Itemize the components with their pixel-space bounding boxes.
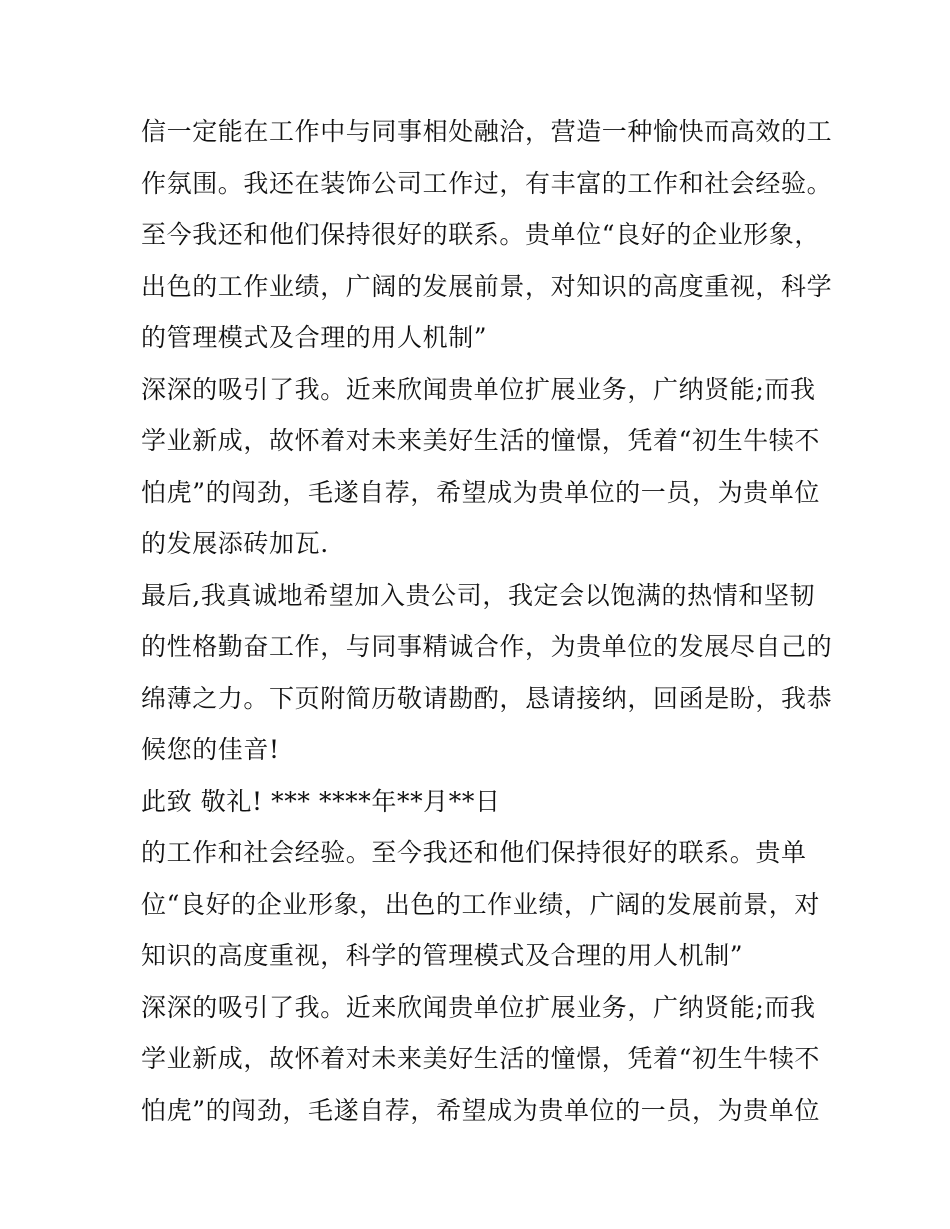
document-body [141,106,833,1136]
text-line: 出色的工作业绩，广阔的发展前景，对知识的高度重视，科学 [141,271,833,301]
text-line: 怕虎”的闯劲，毛遂自荐，希望成为贵单位的一员，为贵单位 [141,1095,820,1125]
text-line: 绵薄之力。下页附简历敬请勘酌，恳请接纳，回函是盼，我恭 [141,683,833,713]
text-line: 学业新成，故怀着对未来美好生活的憧憬，凭着“初生牛犊不 [141,1044,820,1073]
text-line: 信一定能在工作中与同事相处融洽，营造一种愉快而高效的工 [141,117,833,146]
text-line: 深深的吸引了我。近来欣闻贵单位扩展业务，广纳贤能;而我 [141,374,816,404]
text-line: 知识的高度重视，科学的管理模式及合理的用人机制” [141,941,744,970]
text-line: 的发展添砖加瓦. [141,529,329,558]
text-line: 的性格勤奋工作，与同事精诚合作，为贵单位的发展尽自己的 [141,632,833,661]
text-line: 位“良好的企业形象，出色的工作业绩，广阔的发展前景，对 [141,889,820,919]
text-line: 怕虎”的闯劲，毛遂自荐，希望成为贵单位的一员，为贵单位 [141,477,820,507]
text-line: 至今我还和他们保持很好的联系。贵单位“良好的企业形象， [141,220,820,249]
text-line: 的工作和社会经验。至今我还和他们保持很好的联系。贵单 [141,838,807,867]
text-line: 学业新成，故怀着对未来美好生活的憧憬，凭着“初生牛犊不 [141,426,820,455]
closing-line: 此致 敬礼! *** ****年**月**日 [141,786,501,816]
text-line: 作氛围。我还在装饰公司工作过，有丰富的工作和社会经验。 [141,168,833,198]
text-line: 的管理模式及合理的用人机制” [141,323,488,352]
text-line: 候您的佳音! [141,735,280,764]
text-line: 深深的吸引了我。近来欣闻贵单位扩展业务，广纳贤能;而我 [141,992,816,1022]
text-line: 最后,我真诚地希望加入贵公司，我定会以饱满的热情和坚韧 [141,580,816,610]
